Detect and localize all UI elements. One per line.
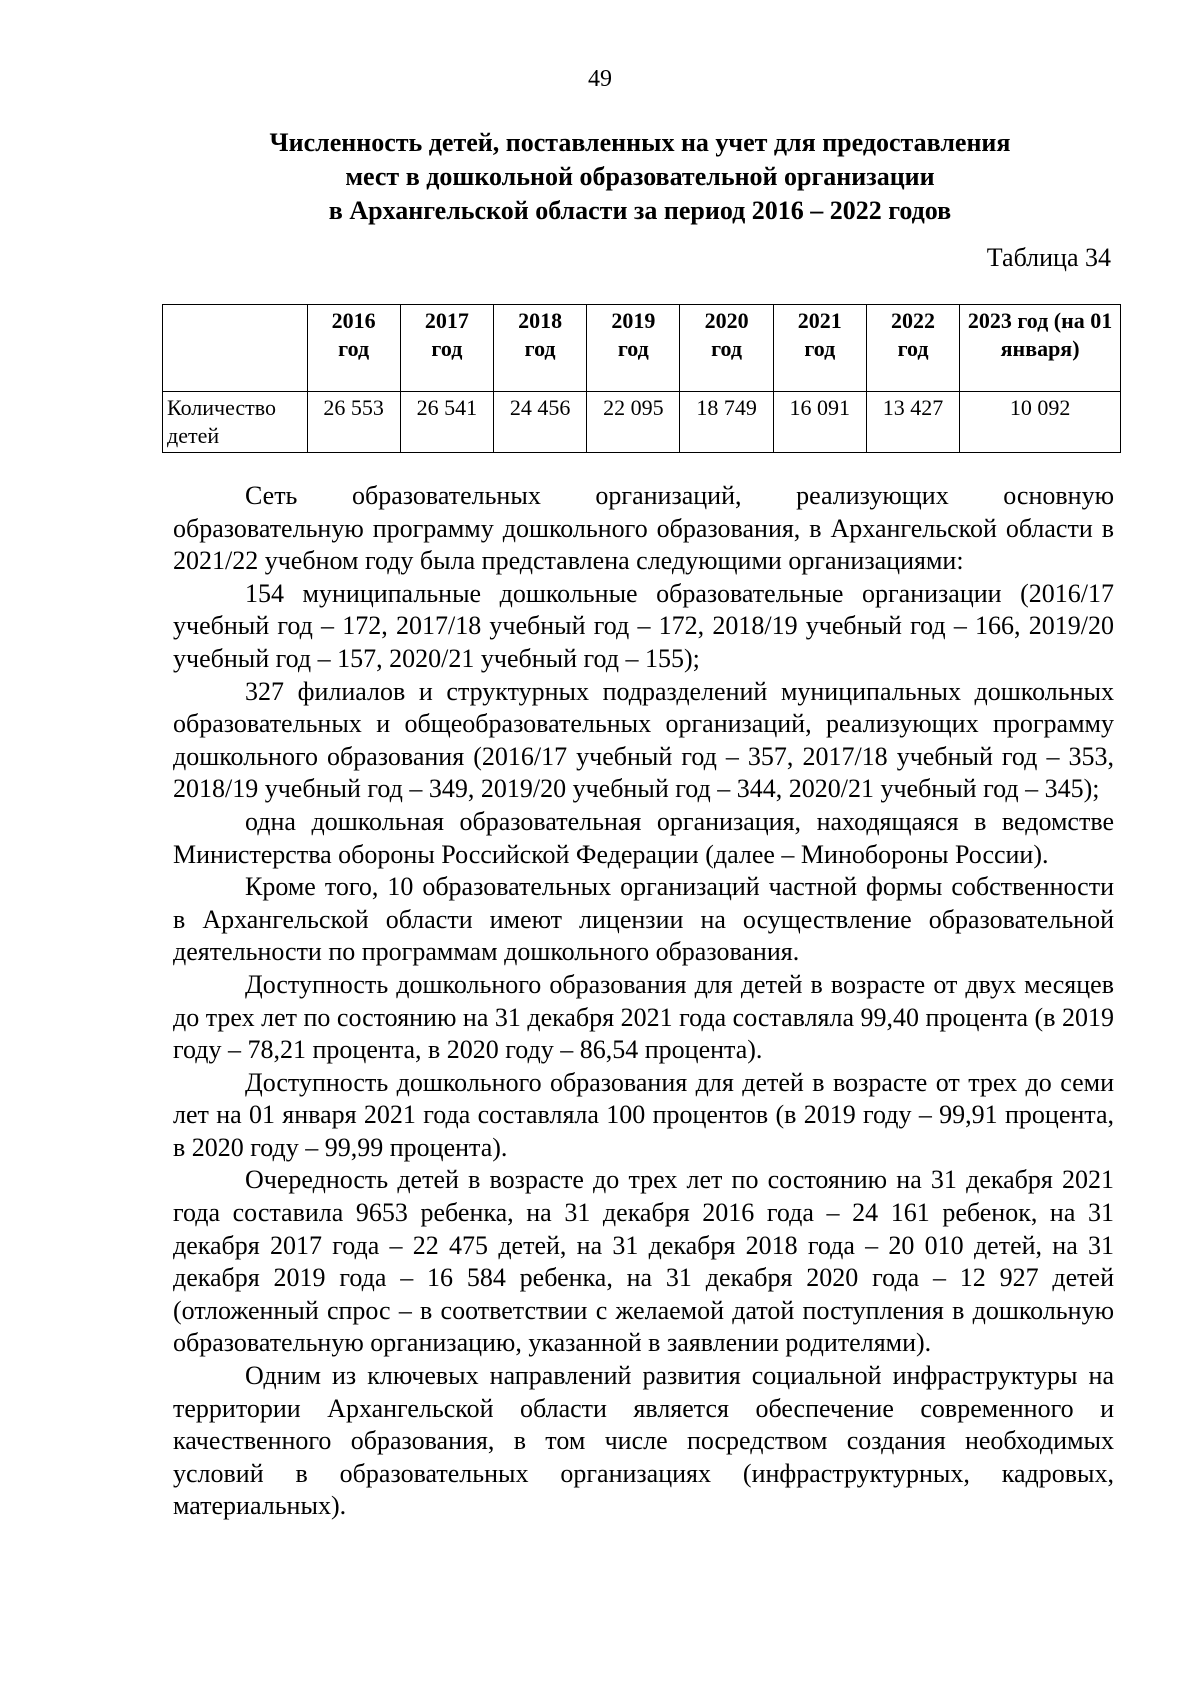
- table-row: [163, 392, 1121, 453]
- table-label: Таблица 34: [986, 243, 1111, 272]
- table-cell: 24 456: [493, 392, 586, 453]
- page-number: 49: [588, 66, 612, 92]
- title-line: Численность детей, поставленных на учет для предоставления: [269, 128, 1011, 157]
- title-line: в Архангельской области за период 2016 – 2022 годов: [328, 196, 952, 225]
- table-header-cell: 2018 год: [493, 305, 586, 392]
- paragraph: Кроме того, 10 образовательных организаций частной формы собственности в Архангельской области имеют лицензии на осуществление образовательной деятельности по программам дошкольного образования.: [173, 872, 1114, 967]
- body-text: [173, 480, 1114, 1523]
- table-cell: 18 749: [680, 392, 773, 453]
- paragraph: Сеть образовательных организаций, реализующих основную образовательную программу дошкольного образования, в Архангельской области в 2021/22 учебном году была представлена следующими организациями:: [173, 481, 1114, 576]
- table-header-cell: 2016 год: [307, 305, 400, 392]
- paragraph: Доступность дошкольного образования для детей в возрасте от трех до семи лет на 01 января 2021 года составляла 100 процентов (в 2019 году – 99,91 процента, в 2020 году – 99,99 процента).: [173, 1067, 1114, 1162]
- paragraph: Очередность детей в возрасте до трех лет по состоянию на 31 декабря 2021 года составила 9653 ребенка, на 31 декабря 2016 года – 24 161 ребенок, на 31 декабря 2017 года – 22 475 детей, на 31 декабря 2018 года – 20 010 детей, на 31 декабря 2019 года – 16 584 ребенка, на 31 декабря 2020 года – 12 927 детей (отложенный спрос – в соответствии с желаемой датой поступления в дошкольную образовательную организацию, указанной в заявлении родителями).: [173, 1165, 1114, 1358]
- table-cell: 16 091: [773, 392, 866, 453]
- paragraph: 154 муниципальные дошкольные образовательные организации (2016/17 учебный год – 172, 2017/18 учебный год – 172, 2018/19 учебный год – 166, 2019/20 учебный год – 157, 2020/21 учебный год – 155);: [173, 578, 1114, 673]
- paragraph: 327 филиалов и структурных подразделений муниципальных дошкольных образовательных и общеобразовательных организаций, реализующих программу дошкольного образования (2016/17 учебный год – 357, 2017/18 учебный год – 353, 2018/19 учебный год – 349, 2019/20 учебный год – 344, 2020/21 учебный год – 345);: [173, 676, 1114, 804]
- table-cell: 26 541: [400, 392, 493, 453]
- table-header-cell: 2017 год: [400, 305, 493, 392]
- table-header-cell: 2019 год: [587, 305, 680, 392]
- table-cell: 13 427: [866, 392, 959, 453]
- table-header-cell: 2020 год: [680, 305, 773, 392]
- paragraph: одна дошкольная образовательная организация, находящаяся в ведомстве Министерства обороны Российской Федерации (далее – Минобороны России).: [173, 806, 1114, 869]
- table-header-cell: 2023 год (на 01 января): [960, 305, 1121, 392]
- children-count-table: [162, 304, 1121, 453]
- title-line: мест в дошкольной образовательной организации: [345, 162, 935, 191]
- table-row-label: Количество детей: [163, 392, 308, 453]
- table-cell: 10 092: [960, 392, 1121, 453]
- document-title: [170, 126, 1110, 228]
- table-header-cell: 2022 год: [866, 305, 959, 392]
- table-cell: 22 095: [587, 392, 680, 453]
- paragraph: Доступность дошкольного образования для детей в возрасте от двух месяцев до трех лет по состоянию на 31 декабря 2021 года составляла 99,40 процента (в 2019 году – 78,21 процента, в 2020 году – 86,54 процента).: [173, 969, 1114, 1065]
- paragraph: Одним из ключевых направлений развития социальной инфраструктуры на территории Архангельской области является обеспечение современного и качественного образования, в том числе посредством создания необходимых условий в образовательных организациях (инфраструктурных, кадровых, материальных).: [173, 1361, 1114, 1521]
- table-cell: 26 553: [307, 392, 400, 453]
- table-header-cell: 2021 год: [773, 305, 866, 392]
- table-header-row: [163, 305, 1121, 392]
- table-header-cell: [163, 305, 308, 392]
